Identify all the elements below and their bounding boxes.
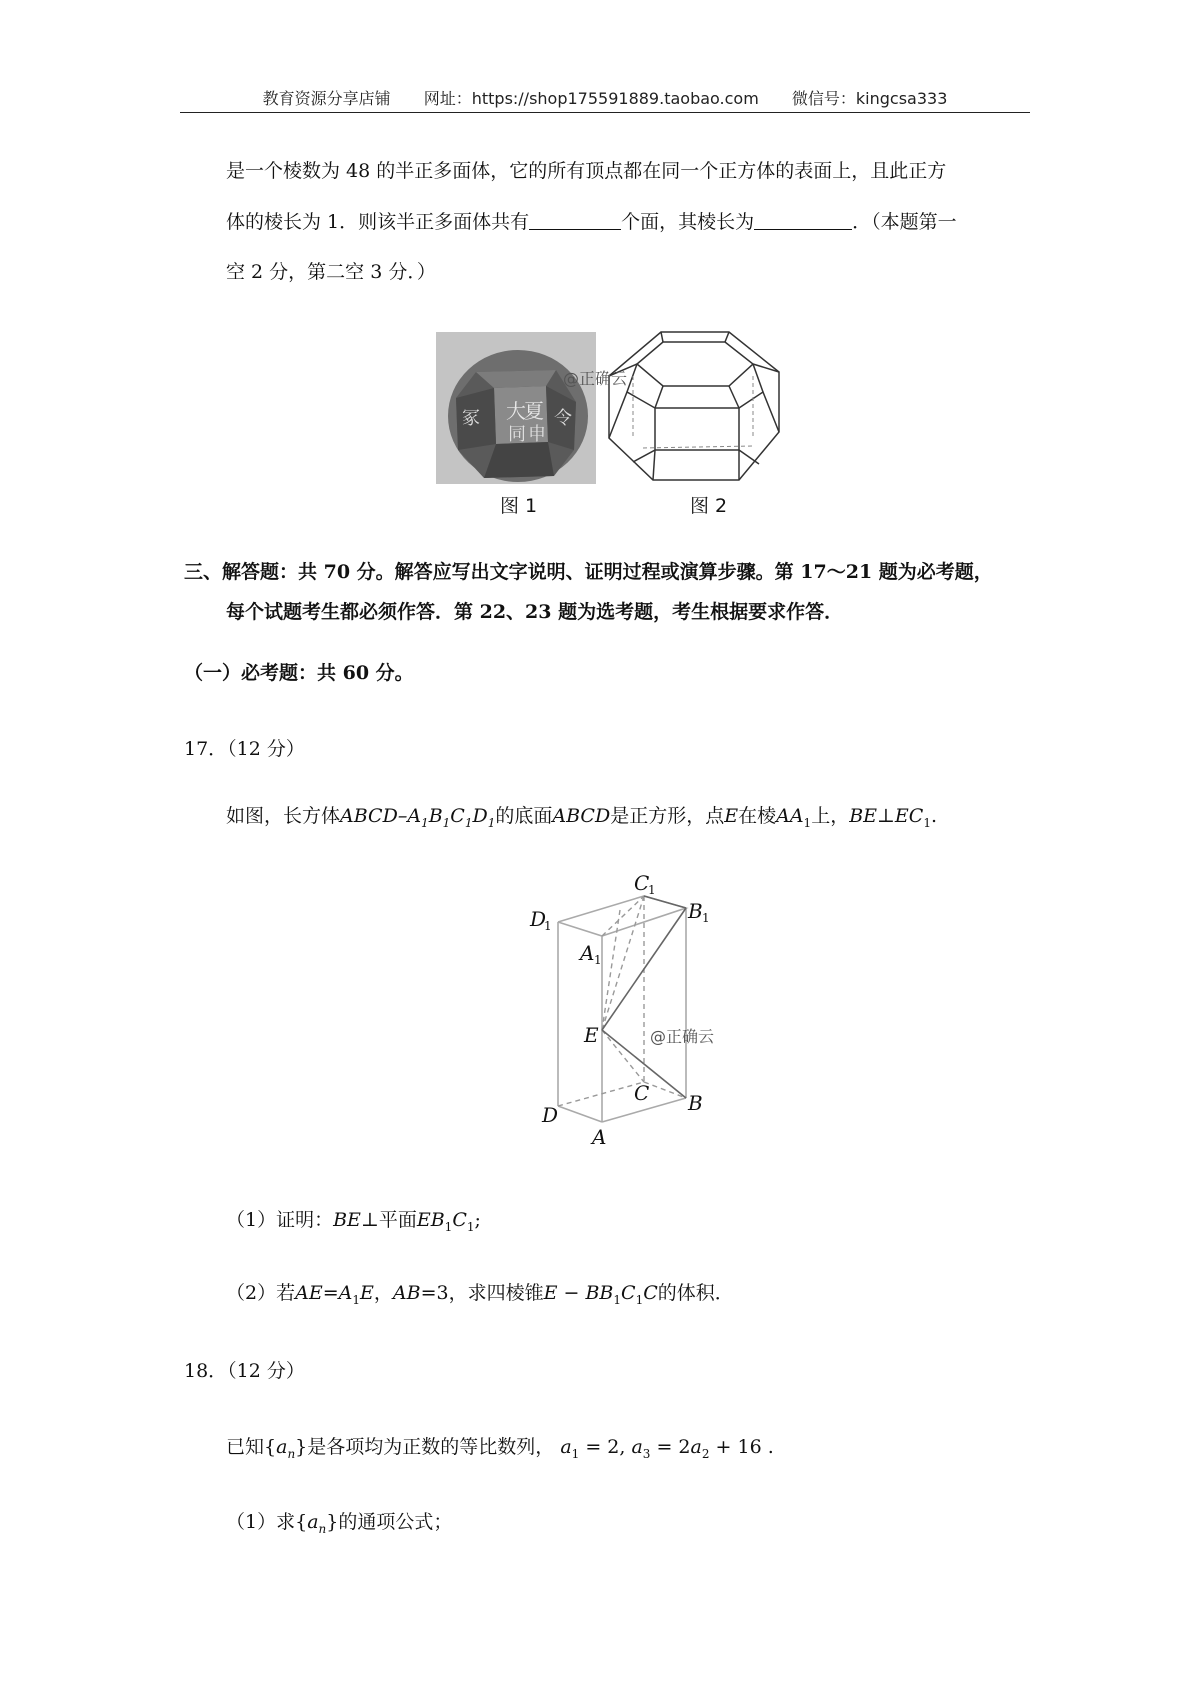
q17-stem-a: 如图，长方体 <box>226 805 341 827</box>
label-E: E <box>584 1023 599 1047</box>
figure2-caption: 图 2 <box>690 495 728 517</box>
section3-required-heading: （一）必考题：共 60 分。 <box>184 662 414 684</box>
q17-part2-label: （2）若 <box>226 1282 296 1304</box>
label-B1: B <box>688 899 703 923</box>
figure2-watermark: @正确云 <box>563 369 628 388</box>
svg-text:大: 大 <box>506 399 526 423</box>
seal-image <box>436 332 596 484</box>
q17-prism-figure <box>530 860 730 1150</box>
q17-part1-plane: 平面 <box>378 1209 417 1231</box>
label-C1: C <box>634 871 650 895</box>
q18-number: 18．（12 分） <box>184 1360 305 1382</box>
q17-point-e: E <box>724 805 739 827</box>
label-A1: A <box>580 941 595 965</box>
q16-line2-a: 体的棱长为 1．则该半正多面体共有 <box>226 211 530 233</box>
svg-text:冢: 冢 <box>462 408 480 429</box>
svg-text:申: 申 <box>528 424 546 445</box>
label-B1-sub: 1 <box>702 911 710 925</box>
q16-line1: 是一个棱数为 48 的半正多面体，它的所有顶点都在同一个正方体的表面上，且此正方 <box>226 160 947 182</box>
header-wechat: 微信号：kingcsa333 <box>791 89 948 108</box>
header-rule <box>180 112 1030 113</box>
svg-text:同: 同 <box>508 424 526 445</box>
section3-line1: 三、解答题：共 70 分。解答应写出文字说明、证明过程或演算步骤。第 17～21 题为必考题， <box>184 561 993 583</box>
q17-stem-b: 的底面 <box>495 805 553 827</box>
q17-figure-watermark: @正确云 <box>650 1027 715 1046</box>
q17-part1: （1）证明：BE⊥平面$EB_1C_1$; <box>226 1209 481 1234</box>
q17-solid-name: ABCD–$A_1B_1C_1D_1$ <box>340 805 496 830</box>
q18-part1-label: （1）求 <box>226 1511 296 1533</box>
label-A1-sub: 1 <box>594 953 602 967</box>
label-B: B <box>688 1091 703 1115</box>
q17-part2-volume: 的体积． <box>657 1282 734 1304</box>
q17-part2-sep: ， <box>373 1282 393 1304</box>
q17-stem: 如图，长方体ABCD–$A_1B_1C_1D_1$的底面ABCD是正方形，点E在棱$AA_1$上，$BE\perp EC_1$. <box>226 805 938 830</box>
q17-base-name: ABCD <box>552 805 611 827</box>
svg-text:令: 令 <box>554 408 572 429</box>
q17-number: 17．（12 分） <box>184 738 305 760</box>
q17-part2: （2）若$AE=A_1E$，AB=3，求四棱锥$E - BB_1C_1C$的体积． <box>226 1282 734 1307</box>
figure2-polyhedron <box>563 328 793 488</box>
label-C: C <box>634 1081 650 1105</box>
q17-part2-ask: ，求四棱锥 <box>448 1282 544 1304</box>
q18-part1-ask: 的通项公式； <box>338 1511 453 1533</box>
q16-line2 <box>226 207 957 234</box>
q18-stem: 已知$\{a_n\}$是各项均为正数的等比数列， $a_1 = 2$, $a_3 = 2a_2 + 16$ . <box>226 1436 774 1461</box>
svg-text:夏: 夏 <box>524 399 544 423</box>
label-D1: D <box>530 907 547 931</box>
q17-perp-cond: BE <box>849 805 878 827</box>
q18-stem-b: 是各项均为正数的等比数列， <box>307 1436 555 1458</box>
q16-line2-c: ．（本题第一 <box>852 211 957 233</box>
header-shop: 教育资源分享店铺 <box>262 89 391 108</box>
label-C1-sub: 1 <box>648 883 656 897</box>
q17-stem-d: 在棱 <box>738 805 777 827</box>
section3-line2: 每个试题考生都必须作答．第 22、23 题为选考题，考生根据要求作答． <box>226 601 844 623</box>
header-url: 网址：https://shop175591889.taobao.com <box>423 89 759 108</box>
q16-blank-edge <box>754 211 852 230</box>
q16-line3: 空 2 分，第二空 3 分．） <box>226 261 436 283</box>
figure1-seal-photo <box>436 332 596 484</box>
q17-part1-label: （1）证明： <box>226 1209 334 1231</box>
q17-stem-c: 是正方形，点 <box>610 805 725 827</box>
q17-edge-aa1: AA <box>776 805 804 827</box>
q18-part1: （1）求$\{a_n\}$的通项公式； <box>226 1511 453 1536</box>
figure1-caption: 图 1 <box>500 495 538 517</box>
page-header <box>180 86 1030 109</box>
label-A: A <box>592 1125 607 1149</box>
label-D: D <box>542 1103 559 1127</box>
q16-line2-b: 个面，其棱长为 <box>621 211 755 233</box>
label-D1-sub: 1 <box>544 919 552 933</box>
q18-stem-a: 已知 <box>226 1436 265 1458</box>
q17-stem-e: 上， <box>811 805 850 827</box>
q16-blank-faces <box>529 211 621 230</box>
